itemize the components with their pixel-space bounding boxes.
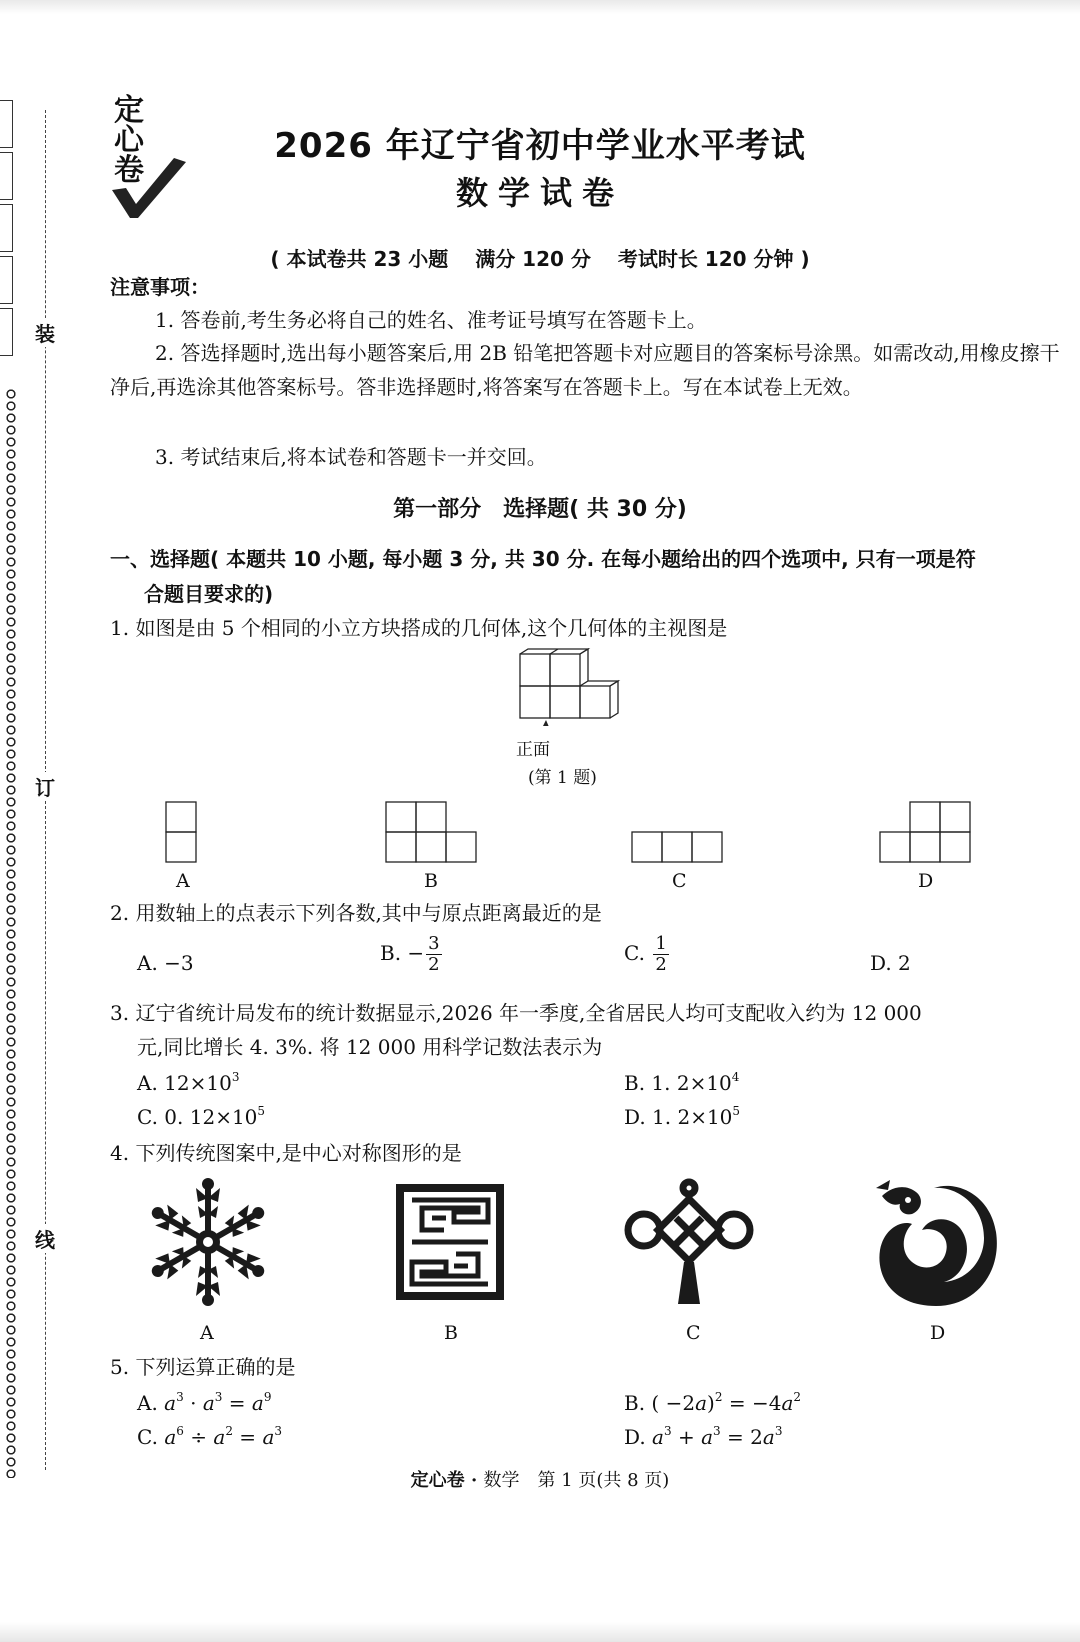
q4-option-a-label: A [200, 1322, 214, 1344]
figure-caption: (第 1 题) [528, 768, 597, 788]
q2-option-a: A. −3 [137, 951, 194, 975]
q2-option-b-fraction [426, 934, 441, 975]
question-4-stem: 4. 下列传统图案中,是中心对称图形的是 [110, 1141, 462, 1165]
q1-option-a-figure [164, 800, 200, 864]
q3-option-b [624, 1066, 739, 1100]
front-view-label: 正面 [516, 740, 550, 760]
page-footer [0, 1466, 1080, 1492]
notice-item-3: 3. 考试结束后,将本试卷和答题卡一并交回。 [155, 445, 547, 469]
q2-option-c-fraction [653, 934, 668, 975]
exam-title: 2026 年辽宁省初中学业水平考试 [274, 126, 806, 166]
question-3-stem-line1: 3. 辽宁省统计局发布的统计数据显示,2026 年一季度,全省居民人均可支配收入约为 12 000 [110, 1001, 922, 1025]
q1-option-c-figure [630, 830, 726, 864]
fraction-denominator: 2 [428, 954, 440, 975]
binding-char-xian: 线 [31, 1224, 59, 1253]
exam-subject: 数学试卷 [455, 174, 624, 212]
notice-heading: 注意事项： [110, 275, 210, 299]
q1-option-d-figure [878, 800, 974, 864]
option-exponent: 5 [732, 1104, 741, 1118]
exam-info: ( 本试卷共 23 小题 满分 120 分 考试时长 120 分钟 ) [270, 247, 810, 271]
option-base: A. 12×10 [137, 1071, 232, 1095]
binding-chain-decoration [0, 388, 22, 1478]
q4-option-d-label: D [930, 1322, 946, 1344]
q2-option-b-prefix: B. − [380, 941, 425, 965]
q1-option-a-label: A [176, 870, 190, 892]
option-base: C. 0. 12×10 [137, 1105, 258, 1129]
question-3-stem-line2: 元,同比增长 4. 3%. 将 12 000 用科学记数法表示为 [137, 1035, 603, 1059]
logo-char: 定 [114, 93, 144, 128]
q2-option-c-prefix: C. [624, 941, 652, 965]
logo-char: 卷 [114, 153, 144, 188]
q1-option-b-figure [384, 800, 480, 864]
q5-option-c: C. $a^6 \div a^2 = a^3$ [137, 1424, 283, 1449]
option-exponent: 5 [257, 1104, 266, 1118]
section-heading [110, 542, 1060, 612]
logo-char: 心 [114, 123, 144, 158]
notice-item-1: 1. 答卷前,考生务必将自己的姓名、准考证号填写在答题卡上。 [155, 308, 707, 332]
q3-option-c [137, 1100, 265, 1134]
notice-item-2: 2. 答选择题时,选出每小题答案后,用 2B 铅笔把答题卡对应题目的答案标号涂黑。如需改动,用橡皮擦干净后,再选涂其他答案标号。答非选择题时,将答案写在答题卡上。写在本试卷上无效。 [110, 341, 1060, 399]
cube-solid-figure [518, 648, 628, 726]
footer-brand: 定心卷 · [410, 1470, 484, 1491]
footer-page-info: 数学 第 1 页(共 8 页) [483, 1470, 670, 1491]
fraction-numerator: 1 [655, 933, 667, 954]
fraction-numerator: 3 [428, 933, 440, 954]
phoenix-pattern-icon [872, 1176, 1000, 1310]
q1-option-b-label: B [424, 870, 438, 892]
fret-pattern-icon [394, 1182, 506, 1302]
q4-option-b-label: B [444, 1322, 458, 1344]
section-heading-line2: 合题目要求的) [144, 582, 274, 606]
fraction-denominator: 2 [655, 954, 667, 975]
section-heading-line1: 一、选择题( 本题共 10 小题, 每小题 3 分, 共 30 分. 在每小题给出的四个选项中, 只有一项是符 [110, 547, 976, 571]
q5-option-b: B. ( $-2a)^2 = -4a^2$ [624, 1390, 802, 1415]
q2-option-d: D. 2 [870, 951, 911, 975]
snowflake-pattern-icon [136, 1178, 280, 1306]
part-heading: 第一部分 选择题( 共 30 分) [393, 497, 687, 522]
option-label: D. [624, 1425, 653, 1449]
option-base: B. 1. 2×10 [624, 1071, 732, 1095]
q5-option-d: D. $a^3 + a^3 = 2a^3$ [624, 1424, 783, 1449]
option-label: A. [137, 1391, 165, 1415]
q5-option-a: A. $a^3 \cdot a^3 = a^9$ [137, 1390, 272, 1415]
option-base: D. 1. 2×10 [624, 1105, 733, 1129]
q1-option-c-label: C [672, 870, 687, 892]
option-label: C. [137, 1425, 165, 1449]
q2-option-b [380, 934, 442, 975]
question-5-stem: 5. 下列运算正确的是 [110, 1355, 296, 1379]
option-exponent: 3 [231, 1070, 240, 1084]
page-edge-shadow-bottom [0, 1622, 1080, 1642]
q1-option-d-label: D [918, 870, 934, 892]
binding-char-zhuang: 装 [31, 318, 59, 347]
question-2-stem: 2. 用数轴上的点表示下列各数,其中与原点距离最近的是 [110, 901, 602, 925]
q3-option-d [624, 1100, 740, 1134]
binding-char-ding: 订 [31, 772, 59, 801]
q2-option-c [624, 934, 669, 975]
option-exponent: 4 [731, 1070, 740, 1084]
page-edge-shadow-top [0, 0, 1080, 14]
q4-option-c-label: C [686, 1322, 701, 1344]
q3-option-a [137, 1066, 239, 1100]
binding-box [0, 308, 13, 356]
question-1-stem: 1. 如图是由 5 个相同的小立方块搭成的几何体,这个几何体的主视图是 [110, 616, 728, 640]
chinese-knot-icon [622, 1178, 756, 1310]
option-label: B. [624, 1391, 652, 1415]
